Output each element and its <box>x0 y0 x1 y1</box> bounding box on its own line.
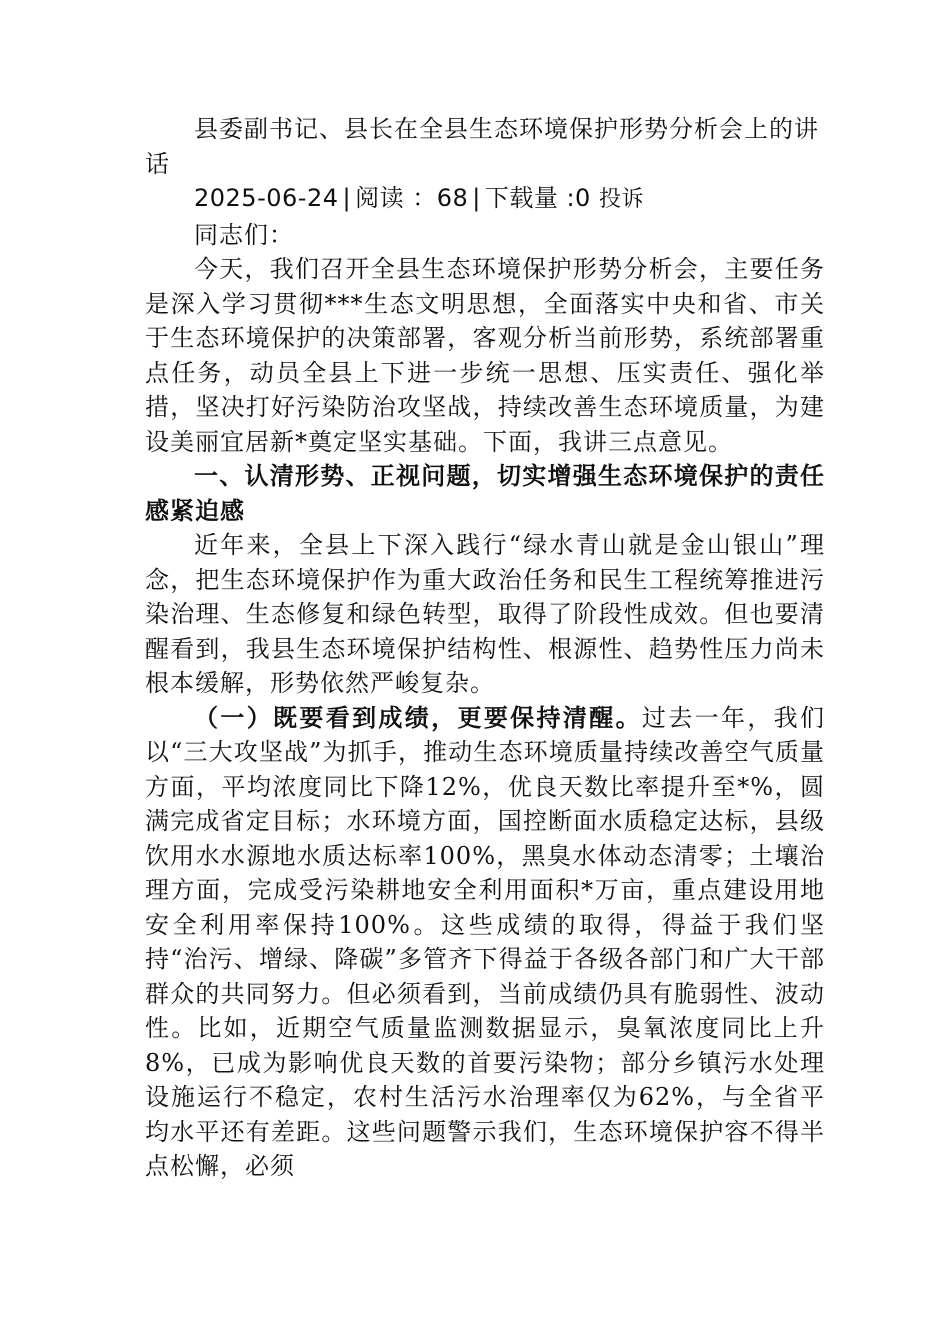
subsection-1-paragraph <box>145 701 825 1184</box>
publish-date: 2025-06-24 <box>194 184 339 212</box>
meta-separator: | <box>472 184 481 212</box>
report-link[interactable]: 投诉 <box>598 187 644 212</box>
section-1-paragraph: 近年来，全县上下深入践行“绿水青山就是金山银山”理念，把生态环境保护作为重大政治任务和民生工程统筹推进污染治理、生态修复和绿色转型，取得了阶段性成效。但也要清醒看到，我县生态环境保护结构性、根源性、趋势性压力尚未根本缓解，形势依然严峻复杂。 <box>145 531 825 697</box>
salutation: 同志们： <box>194 220 294 249</box>
read-count: 阅读 ：68 <box>355 184 469 212</box>
document-body <box>145 112 825 1184</box>
section-heading-1: 一、认清形势、正视问题，切实增强生态环境保护的责任感紧迫感 <box>145 461 825 525</box>
document-meta <box>145 181 825 218</box>
subsection-1-lead: （一）既要看到成绩，更要保持清醒。 <box>194 702 642 732</box>
download-count: 下载量 :0 <box>484 184 591 212</box>
subsection-1-body: 过去一年，我们以“三大攻坚战”为抓手，推动生态环境质量持续改善空气质量方面，平均浓度同比下降12%，优良天数比率提升至*%，圆满完成省定目标；水环境方面，国控断面水质稳定达标，县级饮用水水源地水质达标率100%，黑臭水体动态清零；土壤治理方面，完成受污染耕地安全利用面积*万亩，重点建设用地安全利用率保持100%。这些成绩的取得，得益于我们坚持“治污、增绿、降碳”多管齐下得益于各级各部门和广大干部群众的共同努力。但必须看到，当前成绩仍具有脆弱性、波动性。比如，近期空气质量监测数据显示，臭氧浓度同比上升8%，已成为影响优良天数的首要污染物；部分乡镇污水处理设施运行不稳定，农村生活污水治理率仅为62%，与全省平均水平还有差距。这些问题警示我们，生态环境保护容不得半点松懈，必须 <box>145 703 826 1180</box>
meta-separator: | <box>342 184 352 212</box>
document-title: 县委副书记、县长在全县生态环境保护形势分析会上的讲话 <box>145 115 819 178</box>
intro-paragraph: 今天，我们召开全县生态环境保护形势分析会，主要任务是深入学习贯彻***生态文明思想，全面落实中央和省、市关于生态环境保护的决策部署，客观分析当前形势，系统部署重点任务，动员全县上下进一步统一思想、压实责任、强化举措，坚决打好污染防治攻坚战，持续改善生态环境质量，为建设美丽宜居新*奠定坚实基础。下面，我讲三点意见。 <box>145 255 825 456</box>
